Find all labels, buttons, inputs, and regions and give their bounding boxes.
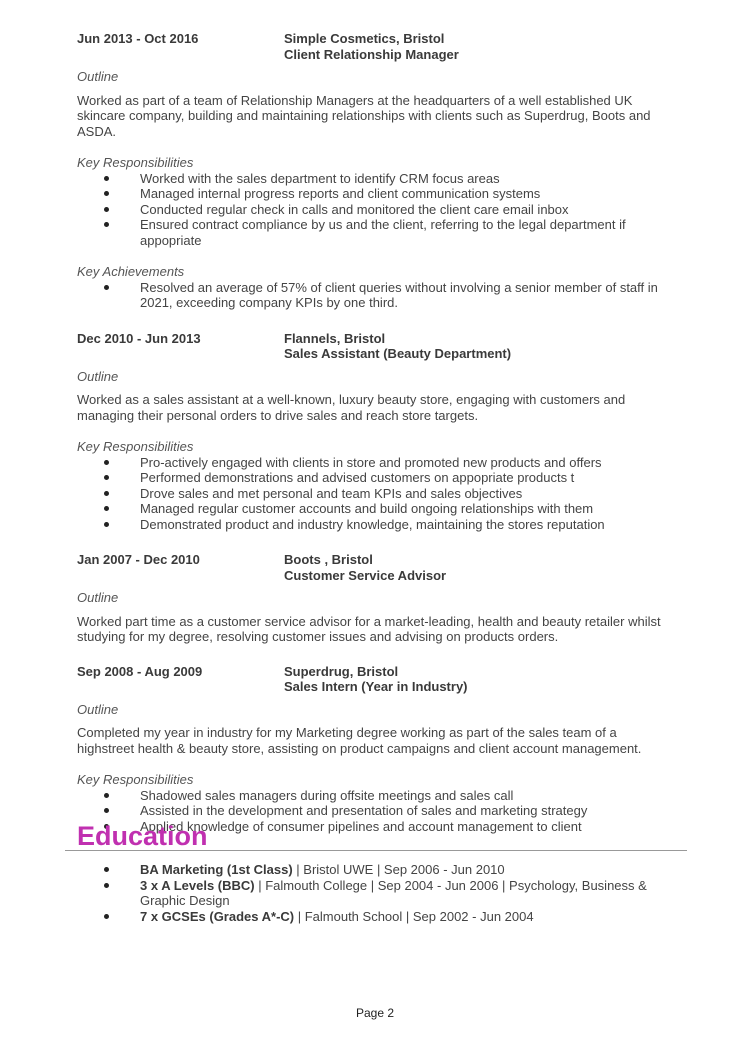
bullet-icon: [104, 191, 109, 196]
list-item: Conducted regular check in calls and monitored the client care email inbox: [77, 202, 677, 218]
list-item: Assisted in the development and presentation of sales and marketing strategy: [77, 803, 677, 819]
bullet-icon: [104, 914, 109, 919]
job-entry: [77, 31, 677, 311]
responsibilities-label: Key Responsibilities: [77, 155, 194, 170]
job-entry: [77, 664, 677, 835]
bullet-icon: [104, 506, 109, 511]
education-list: [77, 862, 677, 924]
responsibilities-list: [77, 455, 677, 533]
qualification: BA Marketing (1st Class): [140, 862, 293, 877]
list-item: Worked with the sales department to identify CRM focus areas: [77, 171, 677, 187]
bullet-icon: [104, 793, 109, 798]
list-item: Managed internal progress reports and client communication systems: [77, 186, 677, 202]
bullet-icon: [104, 176, 109, 181]
achievements-label: Key Achievements: [77, 264, 185, 279]
outline-label: Outline: [77, 368, 119, 384]
list-item: Shadowed sales managers during offsite meetings and sales call: [77, 788, 677, 804]
outline-text: Completed my year in industry for my Marketing degree working as part of the sales team of a highstreet health & beauty store, assisting on product campaigns and client account management.: [77, 725, 642, 756]
list-item: Demonstrated product and industry knowledge, maintaining the stores reputation: [77, 517, 677, 533]
job-dates: Jun 2013 - Oct 2016: [77, 31, 199, 46]
outline-text: Worked part time as a customer service advisor for a market-leading, health and beauty retailer whilst studying for my degree, resolving customer issues and advising on products orders.: [77, 613, 661, 644]
job-dates: Dec 2010 - Jun 2013: [77, 330, 201, 346]
responsibilities-label: Key Responsibilities: [77, 439, 194, 454]
page-number: Page 2: [355, 1006, 395, 1020]
job-role: Sales Assistant (Beauty Department): [284, 346, 512, 361]
list-item: [77, 909, 677, 925]
job-company: Boots , Bristol: [284, 552, 373, 567]
qualification: 3 x A Levels (BBC): [140, 877, 255, 893]
job-role: Client Relationship Manager: [284, 46, 459, 62]
outline-label: Outline: [77, 69, 119, 84]
responsibilities-label: Key Responsibilities: [77, 772, 194, 787]
achievements-list: [77, 280, 677, 311]
bullet-icon: [104, 460, 109, 465]
job-entry: [77, 552, 677, 645]
responsibilities-list: [77, 171, 677, 249]
bullet-icon: [104, 867, 109, 872]
qualification-details: | Bristol UWE | Sep 2006 - Jun 2010: [292, 862, 505, 877]
list-item: Drove sales and met personal and team KPIs and sales objectives: [77, 486, 677, 502]
outline-label: Outline: [77, 590, 119, 605]
bullet-icon: [104, 285, 109, 290]
qualification-details: | Falmouth School | Sep 2002 - Jun 2004: [294, 908, 534, 924]
job-dates: Sep 2008 - Aug 2009: [77, 663, 203, 679]
bullet-icon: [104, 222, 109, 227]
job-header: [77, 31, 677, 62]
job-role: Sales Intern (Year in Industry): [284, 679, 468, 694]
list-item: Resolved an average of 57% of client queries without involving a senior member of staff in 2021, exceeding company KPIs by one third.: [77, 280, 677, 311]
bullet-icon: [104, 475, 109, 480]
list-item: Ensured contract compliance by us and the client, referring to the legal department if appopriate: [77, 217, 677, 248]
job-header: [77, 664, 677, 695]
education-heading: [65, 823, 687, 851]
bullet-icon: [104, 491, 109, 496]
list-item: Applied knowledge of consumer pipelines and account management to client: [77, 819, 677, 835]
bullet-icon: [104, 808, 109, 813]
job-role: Customer Service Advisor: [284, 567, 447, 583]
list-item: Managed regular customer accounts and build ongoing relationships with them: [77, 501, 677, 517]
outline-label: Outline: [77, 701, 119, 717]
qualification-details: | Falmouth College | Sep 2004 - Jun 2006 | Psychology, Business & Graphic Design: [140, 877, 647, 908]
job-entry: [77, 331, 677, 533]
list-item: Performed demonstrations and advised customers on appopriate products t: [77, 470, 677, 486]
bullet-icon: [104, 207, 109, 212]
experience-section: [77, 31, 677, 848]
job-header: [77, 552, 677, 583]
job-company: Superdrug, Bristol: [284, 663, 399, 679]
list-item: [77, 862, 677, 878]
list-item: Pro-actively engaged with clients in store and promoted new products and offers: [77, 455, 677, 471]
list-item: [77, 878, 677, 909]
outline-text: Worked as a sales assistant at a well-known, luxury beauty store, engaging with customers and managing their personal orders to drive sales and reach store targets.: [77, 392, 626, 423]
bullet-icon: [104, 883, 109, 888]
bullet-icon: [104, 522, 109, 527]
section-title: Education: [77, 821, 208, 851]
job-dates: Jan 2007 - Dec 2010: [77, 552, 200, 567]
outline-text: Worked as part of a team of Relationship Managers at the headquarters of a well established UK skincare company, building and maintaining relationships with clients such as Superdrug, Boots and ASDA.: [77, 92, 651, 139]
job-company: Simple Cosmetics, Bristol: [284, 31, 445, 46]
qualification: 7 x GCSEs (Grades A*-C): [140, 908, 295, 924]
job-company: Flannels, Bristol: [284, 330, 386, 346]
job-header: [77, 331, 677, 362]
